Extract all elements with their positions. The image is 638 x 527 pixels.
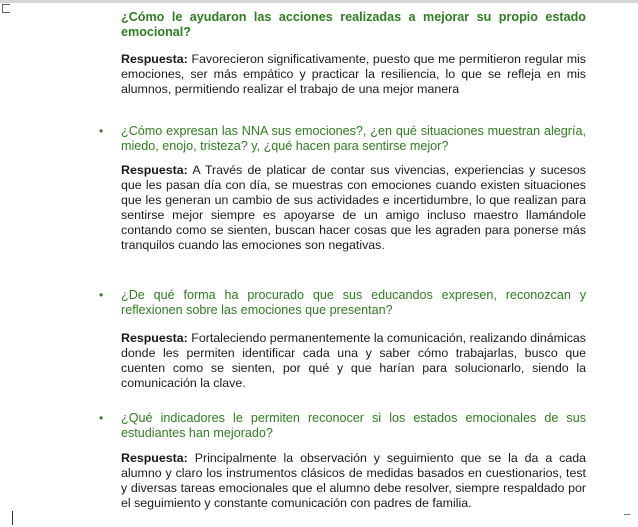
text-cursor [12, 511, 13, 525]
answer-3 [121, 331, 586, 391]
text-boundary-marker-bottom [624, 514, 630, 515]
answer-4 [121, 451, 586, 511]
answer-2 [121, 163, 586, 253]
answer-text-1: Favorecieron significativamente, puesto que me permitieron regular mis emociones, ser más empático y practicar la resiliencia, lo que se refleja en mis alumnos, permitiendo realizar el trabajo de una mejor manera [121, 52, 586, 96]
answer-1 [121, 52, 586, 97]
answer-label-1: Respuesta: [121, 52, 188, 66]
text-boundary-marker [2, 4, 10, 13]
answer-label-3: Respuesta: [121, 331, 188, 345]
bullet-2: • [99, 124, 104, 138]
bullet-3: • [99, 288, 104, 302]
answer-text-3: Fortaleciendo permanentemente la comunicación, realizando dinámicas donde les permiten identificar cada una y saber cómo trabajarlas, busco que cuenten como se sienten, por qué y que harían para solucionarlo, siendo la comunicación la clave. [121, 331, 586, 390]
qa-item-2 [121, 124, 586, 253]
question-3: ¿De qué forma ha procurado que sus educandos expresen, reconozcan y reflexionen sobre las emociones que presentan? [121, 288, 586, 317]
answer-label-4: Respuesta: [121, 451, 188, 465]
answer-label-2: Respuesta: [121, 163, 188, 177]
qa-item-3 [121, 288, 586, 391]
answer-text-2: A Través de platicar de contar sus vivencias, experiencias y sucesos que les pasan día con día, se muestras con emociones cuando existen situaciones que les generan un cambio de sus actividades e incertidumbre, lo que realizan para sentirse mejor siempre es apoyarse de un amigo incluso maestro llamándole contando como se sienten, buscan hacer cosas que les agraden para ponerse más tranquilos cuando las emociones son negativas. [121, 163, 586, 252]
question-1: ¿Cómo le ayudaron las acciones realizadas a mejorar su propio estado emocional? [121, 10, 586, 39]
qa-item-1 [121, 10, 586, 97]
question-2: ¿Cómo expresan las NNA sus emociones?, ¿en qué situaciones muestran alegría, miedo, enojo, tristeza? y, ¿qué hacen para sentirse mejor? [121, 124, 586, 153]
bullet-4: • [99, 411, 104, 425]
page-top-edge [0, 0, 638, 3]
qa-item-4 [121, 411, 586, 511]
question-4: ¿Qué indicadores le permiten reconocer si los estados emocionales de sus estudiantes han mejorado? [121, 411, 586, 440]
answer-text-4: Principalmente la observación y seguimiento que se la da a cada alumno y claro los instrumentos clásicos de medidas basados en cuestionarios, test y diversas tareas emocionales que el alumno debe resolver, siempre respaldado por el seguimiento y constante comunicación con padres de familia. [121, 451, 586, 510]
